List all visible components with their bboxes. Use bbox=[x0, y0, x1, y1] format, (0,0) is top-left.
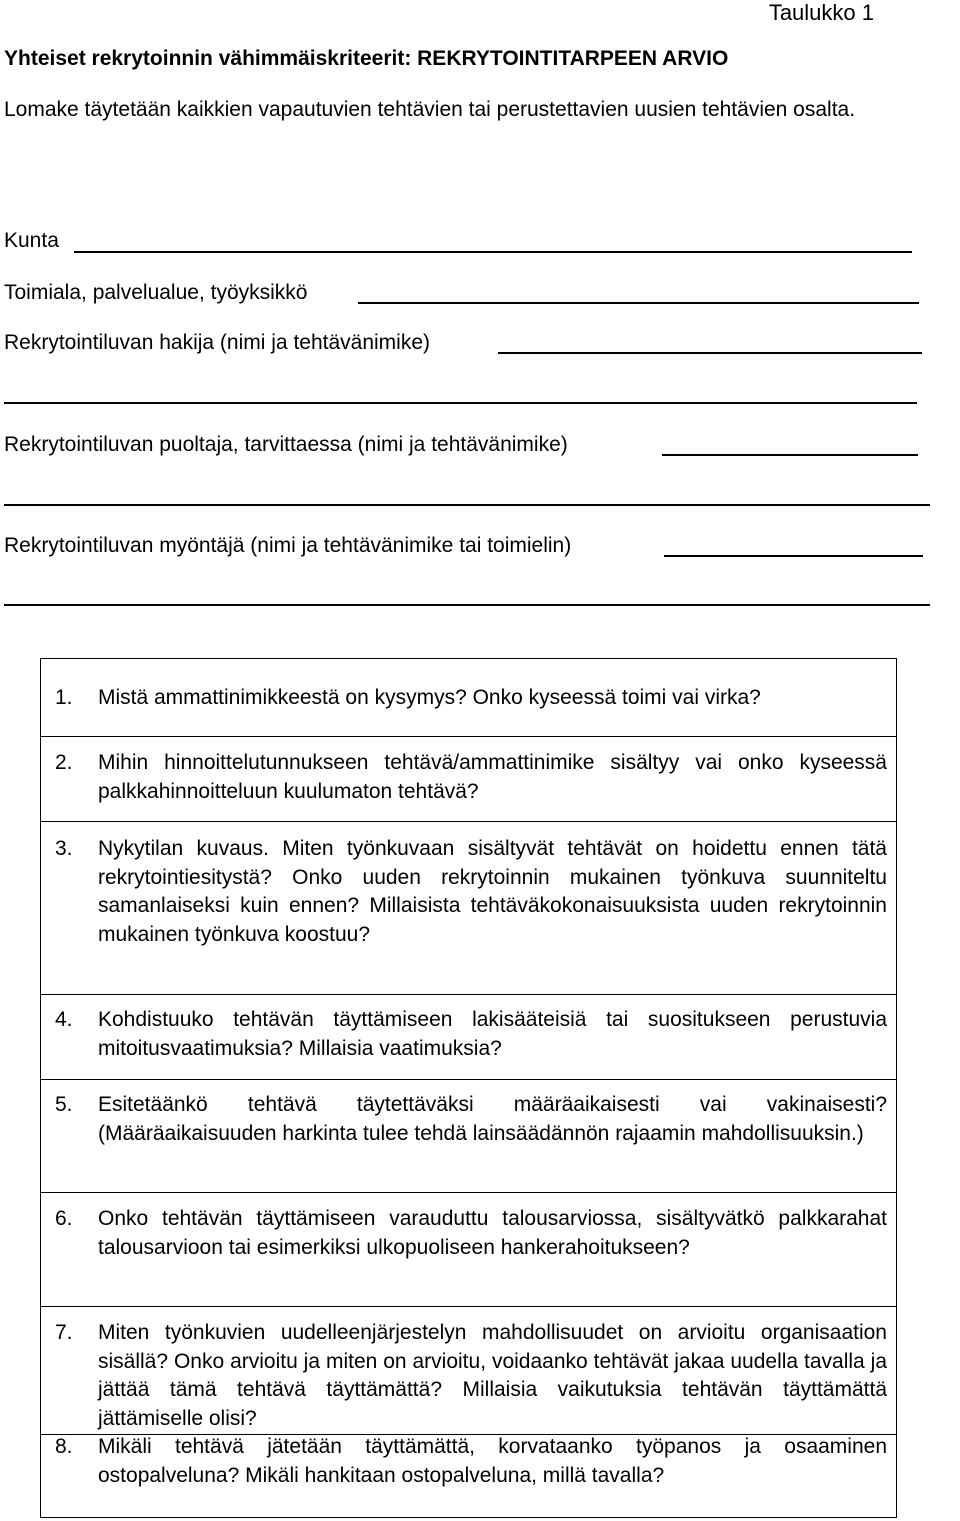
field-label-myontaja: Rekrytointiluvan myöntäjä (nimi ja tehtävänimike tai toimielin) bbox=[4, 534, 572, 557]
question-table bbox=[40, 658, 897, 1518]
field-label-puoltaja: Rekrytointiluvan puoltaja, tarvittaessa (nimi ja tehtävänimike) bbox=[4, 433, 568, 456]
field-line-puoltaja[interactable] bbox=[662, 454, 918, 456]
table-row-divider bbox=[41, 658, 896, 659]
field-line-myontaja[interactable] bbox=[664, 555, 923, 557]
table-row-divider bbox=[41, 1306, 896, 1307]
question-text: Miten työnkuvien uudelleenjärjestelyn mahdollisuudet on arvioitu organisaation sisällä? Onko arvioitu ja miten on arvioitu, voidaanko tehtävät jakaa uudella tavalla ja jättää tämä tehtävä täyttämättä? Millaisia vaikutuksia tehtävän täyttämättä jättämiselle olisi? bbox=[98, 1321, 887, 1430]
field-line-hakija[interactable] bbox=[498, 352, 922, 354]
page-title: Yhteiset rekrytoinnin vähimmäiskriteerit: REKRYTOINTITARPEEN ARVIO bbox=[4, 47, 729, 70]
table-row-divider bbox=[41, 1192, 896, 1193]
question-number: 7. bbox=[55, 1321, 73, 1344]
field-line-puoltaja-cont[interactable] bbox=[4, 504, 930, 506]
question-text: Mihin hinnoittelutunnukseen tehtävä/ammattinimike sisältyy vai onko kyseessä palkkahinnoitteluun kuulumaton tehtävä? bbox=[98, 751, 887, 803]
field-label-toimiala: Toimiala, palvelualue, työyksikkö bbox=[4, 281, 308, 304]
table-row-divider bbox=[41, 994, 896, 995]
intro-text: Lomake täytetään kaikkien vapautuvien tehtävien tai perustettavien uusien tehtävien osalta. bbox=[4, 98, 856, 121]
field-line-kunta[interactable] bbox=[74, 251, 912, 253]
field-line-toimiala[interactable] bbox=[358, 302, 919, 304]
table-bottom-border bbox=[41, 1517, 896, 1518]
question-number: 4. bbox=[55, 1008, 73, 1031]
field-label-kunta: Kunta bbox=[4, 229, 59, 252]
table-row-divider bbox=[41, 1079, 896, 1080]
field-label-hakija: Rekrytointiluvan hakija (nimi ja tehtävänimike) bbox=[4, 331, 431, 354]
question-number: 1. bbox=[55, 686, 73, 709]
question-text: Mikäli tehtävä jätetään täyttämättä, korvataanko työpanos ja osaaminen ostopalveluna? Mikäli hankitaan ostopalveluna, millä tavalla? bbox=[98, 1435, 887, 1487]
question-text: Esitetäänkö tehtävä täytettäväksi määräaikaisesti vai vakinaisesti? (Määräaikaisuuden harkinta tulee tehdä lainsäädännön rajaamin mahdollisuuksin.) bbox=[98, 1093, 887, 1145]
table-row-divider bbox=[41, 736, 896, 737]
question-number: 3. bbox=[55, 837, 73, 860]
question-number: 5. bbox=[55, 1093, 73, 1116]
question-text: Nykytilan kuvaus. Miten työnkuvaan sisältyvät tehtävät on hoidettu ennen tätä rekrytointiesitystä? Onko uuden rekrytoinnin mukainen työnkuva suunniteltu samanlaiseksi kuin ennen? Millaisista tehtäväkokonaisuuksista uuden rekrytoinnin mukainen työnkuva koostuu? bbox=[98, 837, 887, 946]
question-text: Kohdistuuko tehtävän täyttämiseen lakisääteisiä tai suositukseen perustuvia mitoitusvaatimuksia? Millaisia vaatimuksia? bbox=[98, 1008, 887, 1060]
table-row-divider bbox=[41, 821, 896, 822]
field-line-hakija-cont[interactable] bbox=[4, 402, 917, 404]
field-line-myontaja-cont[interactable] bbox=[4, 604, 930, 606]
table-number-label: Taulukko 1 bbox=[768, 0, 874, 25]
question-number: 8. bbox=[55, 1435, 73, 1458]
question-text: Onko tehtävän täyttämiseen varauduttu talousarviossa, sisältyvätkö palkkarahat talousarvioon tai esimerkiksi ulkopuoliseen hankerahoitukseen? bbox=[98, 1207, 887, 1259]
question-text: Mistä ammattinimikkeestä on kysymys? Onko kyseessä toimi vai virka? bbox=[98, 686, 761, 709]
question-number: 6. bbox=[55, 1207, 73, 1230]
question-number: 2. bbox=[55, 751, 73, 774]
